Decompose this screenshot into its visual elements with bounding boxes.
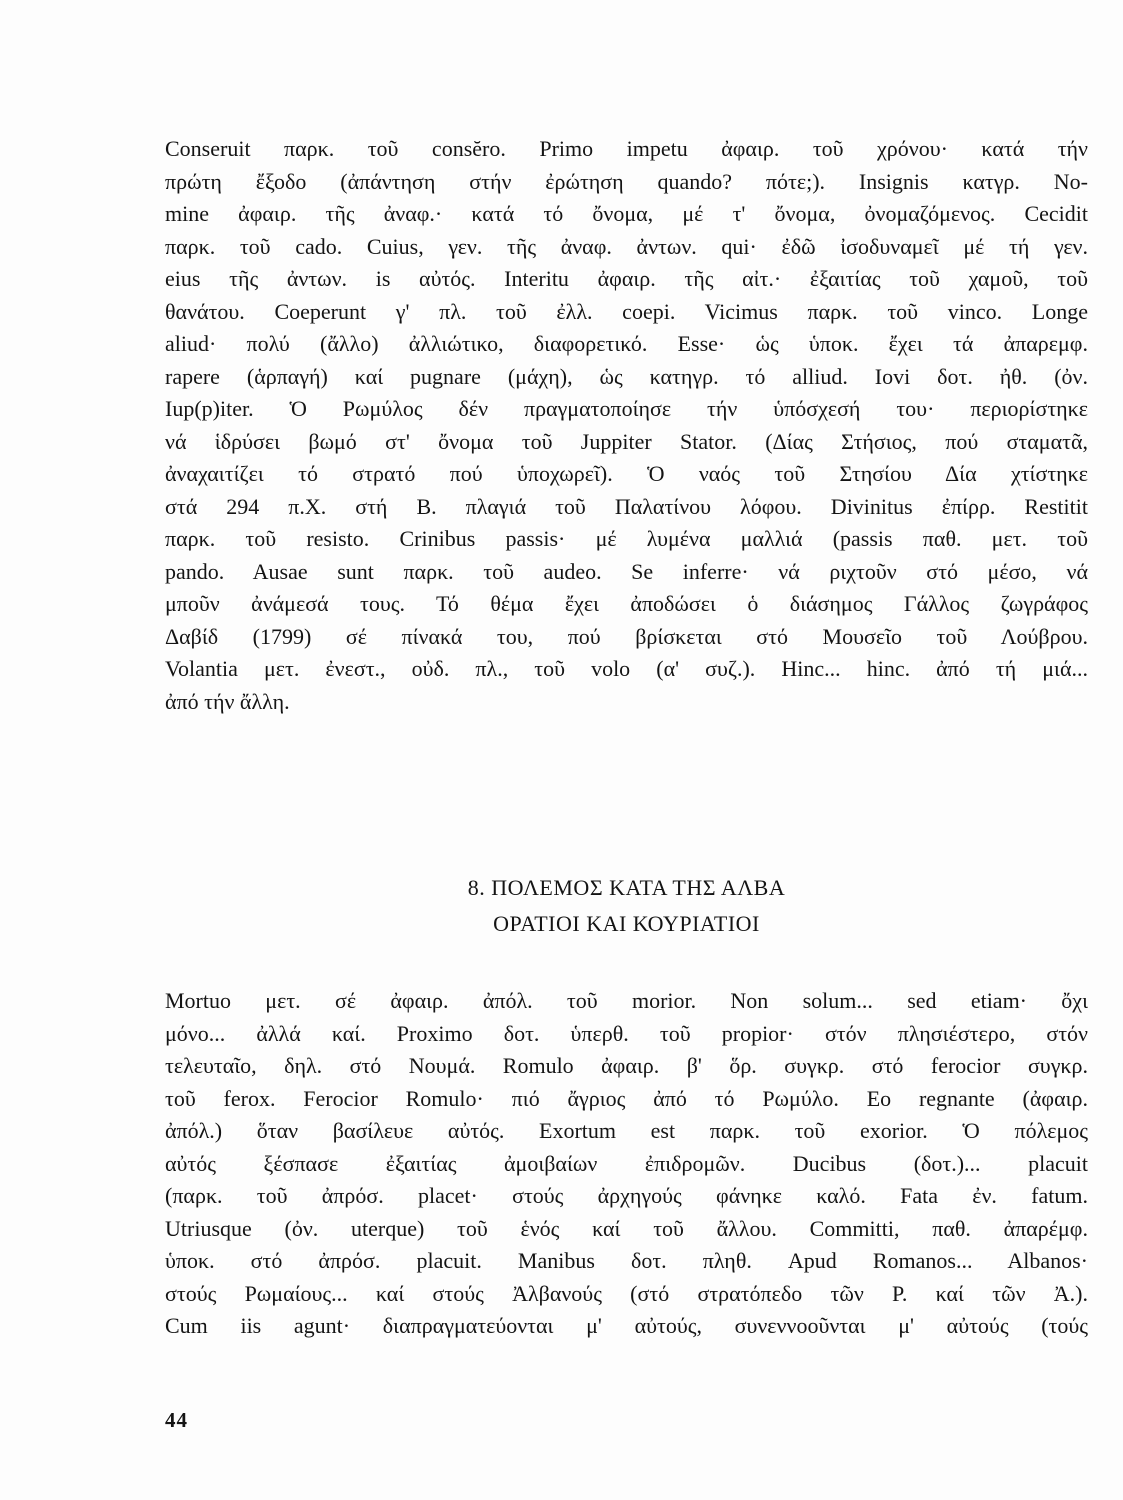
text-line: Mortuo μετ. σέ ἀφαιρ. ἀπόλ. τοῦ morior. Non solum... sed etiam· ὄχι bbox=[165, 988, 1088, 1013]
text-line: παρκ. τοῦ resisto. Crinibus passis· μέ λυμένα μαλλιά (passis παθ. μετ. τοῦ bbox=[165, 526, 1088, 551]
text-line: τελευταῖο, δηλ. στό Νουμά. Romulo ἀφαιρ. β' ὅρ. συγκρ. στό ferocior συγκρ. bbox=[165, 1053, 1088, 1078]
text-line: νά ἱδρύσει βωμό στ' ὄνομα τοῦ Juppiter Stator. (Δίας Στήσιος, πού σταματᾶ, bbox=[165, 428, 1088, 454]
text-line: rapere (ἁρπαγή) καί pugnare (μάχη), ὡς κατηγρ. τό alliud. Iovi δοτ. ἠθ. (ὀν. bbox=[165, 363, 1088, 389]
text-line: ἀπόλ.) ὅταν βασίλευε αὐτός. Exortum est παρκ. τοῦ exorior. Ὁ πόλεμος bbox=[165, 1118, 1088, 1143]
text-line: (παρκ. τοῦ ἀπρόσ. placet· στούς ἀρχηγούς φάνηκε καλό. Fata ἐν. fatum. bbox=[165, 1183, 1088, 1208]
text-line: Cum iis agunt· διαπραγματεύονται μ' αὐτούς, συνεννοοῦνται μ' αὐτούς (τούς bbox=[165, 1313, 1088, 1338]
paragraph-commentary-2 bbox=[165, 985, 1088, 1343]
text-line: τοῦ ferox. Ferocior Romulo· πιό ἄγριος ἀπό τό Ρωμύλο. Eo regnante (ἀφαιρ. bbox=[165, 1085, 1088, 1111]
text-line: aliud· πολύ (ἄλλο) ἀλλιώτικο, διαφορετικό. Esse· ὡς ὑποκ. ἔχει τά ἀπαρεμφ. bbox=[165, 331, 1088, 356]
text-line: στά 294 π.Χ. στή Β. πλαγιά τοῦ Παλατίνου λόφου. Divinitus ἐπίρρ. Restitit bbox=[165, 493, 1088, 519]
text-line: μποῦν ἀνάμεσά τους. Τό θέμα ἔχει ἀποδώσει ὁ διάσημος Γάλλος ζωγράφος bbox=[165, 591, 1088, 616]
text-line: ὑποκ. στό ἀπρόσ. placuit. Manibus δοτ. πληθ. Apud Romanos... Albanos· bbox=[165, 1248, 1088, 1273]
text-line: μόνο... ἀλλά καί. Proximo δοτ. ὑπερθ. τοῦ propior· στόν πλησιέστερο, στόν bbox=[165, 1020, 1088, 1046]
text-line: Iup(p)iter. Ὁ Ρωμύλος δέν πραγματοποίησε τήν ὑπόσχεσή του· περιορίστηκε bbox=[165, 396, 1088, 421]
section-heading-title: 8. ΠΟΛΕΜΟΣ ΚΑΤΑ ΤΗΣ ΑΛΒΑ bbox=[467, 875, 786, 900]
text-line: mine ἀφαιρ. τῆς ἀναφ.· κατά τό ὄνομα, μέ τ' ὄνομα, ὀνομαζόμενος. Cecidit bbox=[165, 201, 1088, 226]
text-line: Conseruit παρκ. τοῦ consĕro. Primo impetu ἀφαιρ. τοῦ χρόνου· κατά τήν bbox=[165, 136, 1088, 161]
text-line: ἀναχαιτίζει τό στρατό πού ὑποχωρεῖ). Ὁ ναός τοῦ Στησίου Δία χτίστηκε bbox=[165, 461, 1088, 486]
text-line: παρκ. τοῦ cado. Cuius, γεν. τῆς ἀναφ. ἀντων. qui· ἐδῶ ἰσοδυναμεῖ μέ τή γεν. bbox=[165, 233, 1088, 259]
text-line: θανάτου. Coeperunt γ' πλ. τοῦ ἐλλ. coepi. Vicimus παρκ. τοῦ vinco. Longe bbox=[165, 298, 1088, 324]
section-heading-subtitle: ΟΡΑΤΙΟΙ ΚΑΙ ΚΟΥΡΙΑΤΙΟΙ bbox=[493, 911, 760, 936]
text-line: pando. Ausae sunt παρκ. τοῦ audeo. Se inferre· νά ριχτοῦν στό μέσο, νά bbox=[165, 558, 1088, 584]
text-line: πρώτη ἔξοδο (ἀπάντηση στήν ἐρώτηση quando? πότε;). Insignis κατγρ. No- bbox=[165, 168, 1088, 194]
text-line: αὐτός ξέσπασε ἐξαιτίας ἀμοιβαίων ἐπιδρομῶν. Ducibus (δοτ.)... placuit bbox=[165, 1150, 1088, 1176]
text-line: eius τῆς ἀντων. is αὐτός. Interitu ἀφαιρ. τῆς αἰτ.· ἐξαιτίας τοῦ χαμοῦ, τοῦ bbox=[165, 266, 1088, 291]
text-line: Utriusque (ὀν. uterque) τοῦ ἑνός καί τοῦ ἄλλου. Committi, παθ. ἀπαρέμφ. bbox=[165, 1215, 1088, 1241]
text-line: στούς Ρωμαίους... καί στούς Ἀλβανούς (στό στρατόπεδο τῶν Ρ. καί τῶν Ἀ.). bbox=[165, 1280, 1088, 1306]
page-number: 44 bbox=[165, 1408, 188, 1432]
text-line: Volantia μετ. ἐνεστ., οὐδ. πλ., τοῦ volo (α' συζ.). Hinc... hinc. ἀπό τή μιά... bbox=[165, 656, 1088, 681]
text-line: ἀπό τήν ἄλλη. bbox=[165, 688, 290, 714]
text-line: Δαβίδ (1799) σέ πίνακά του, πού βρίσκεται στό Μουσεῖο τοῦ Λούβρου. bbox=[165, 623, 1088, 649]
paragraph-commentary-1 bbox=[165, 133, 1088, 718]
